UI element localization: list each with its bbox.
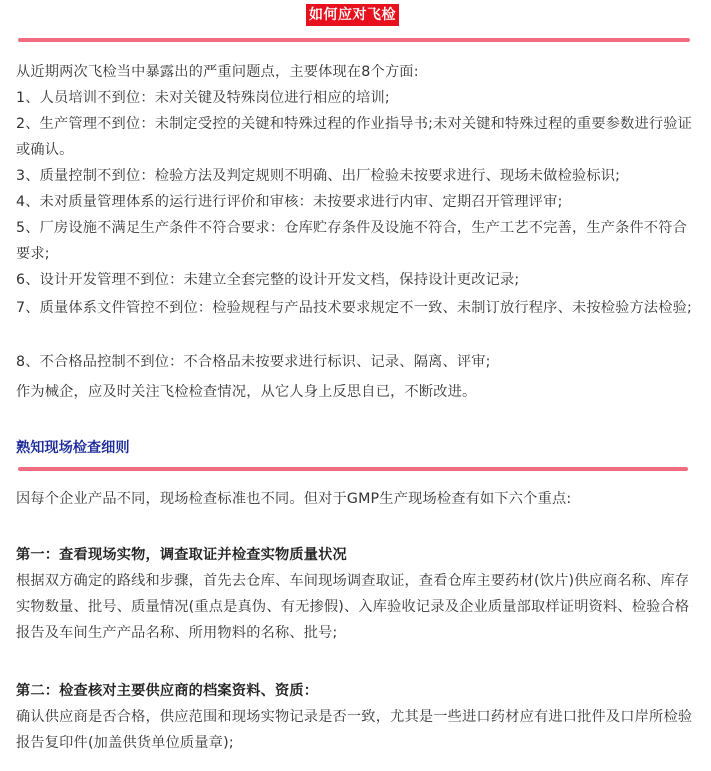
section-title-badge: 如何应对飞检 <box>306 4 399 26</box>
list-item: 2、生产管理不到位：未制定受控的关键和特殊过程的作业指导书;未对关键和特殊过程的重要参数进行验证或确认。 <box>16 116 693 158</box>
point-heading: 第一：查看现场实物，调查取证并检查实物质量状况 <box>16 547 347 563</box>
list-item: 3、质量控制不到位：检验方法及判定规则不明确、出厂检验未按要求进行、现场未做检验标识; <box>16 168 621 184</box>
point-body: 确认供应商是否合格，供应范围和现场实物记录是否一致，尤其是一些进口药材应有进口批件及口岸所检验报告复印件(加盖供货单位质量章); <box>16 709 693 751</box>
list-item: 5、厂房设施不满足生产条件不符合要求：仓库贮存条件及设施不符合，生产工艺不完善，生产条件不符合要求; <box>16 220 688 262</box>
list-item: 4、未对质量管理体系的运行进行评价和审核：未按要求进行内审、定期召开管理评审; <box>16 194 563 210</box>
section-intro: 因每个企业产品不同，现场检查标准也不同。但对于GMP生产现场检查有如下六个重点: <box>16 491 572 507</box>
section-divider <box>18 467 688 471</box>
section-heading: 熟知现场检查细则 <box>16 440 130 456</box>
point-heading: 第二：检查核对主要供应商的档案资料、资质： <box>16 683 319 699</box>
list-item: 6、设计开发管理不到位：未建立全套完整的设计开发文档，保持设计更改记录; <box>16 272 520 288</box>
list-item: 7、质量体系文件管控不到位：检验规程与产品技术要求规定不一致、未制订放行程序、未按检验方法检验; <box>16 300 693 316</box>
intro-paragraph: 从近期两次飞检当中暴露出的严重问题点，主要体现在8个方面: <box>16 64 419 80</box>
list-item: 8、不合格品控制不到位：不合格品未按要求进行标识、记录、隔离、评审; <box>16 354 491 370</box>
section-divider <box>18 38 690 42</box>
point-body: 根据双方确定的路线和步骤，首先去仓库、车间现场调查取证，查看仓库主要药材(饮片)供应商名称、库存实物数量、批号、质量情况(重点是真伪、有无掺假)、入库验收记录及企业质量部取样证明资料、检验合格报告及车间生产产品名称、所用物料的名称、批号; <box>16 573 690 641</box>
closing-paragraph: 作为械企，应及时关注飞检检查情况，从它人身上反思自已，不断改进。 <box>16 384 477 400</box>
list-item: 1、人员培训不到位：未对关键及特殊岗位进行相应的培训; <box>16 90 390 106</box>
